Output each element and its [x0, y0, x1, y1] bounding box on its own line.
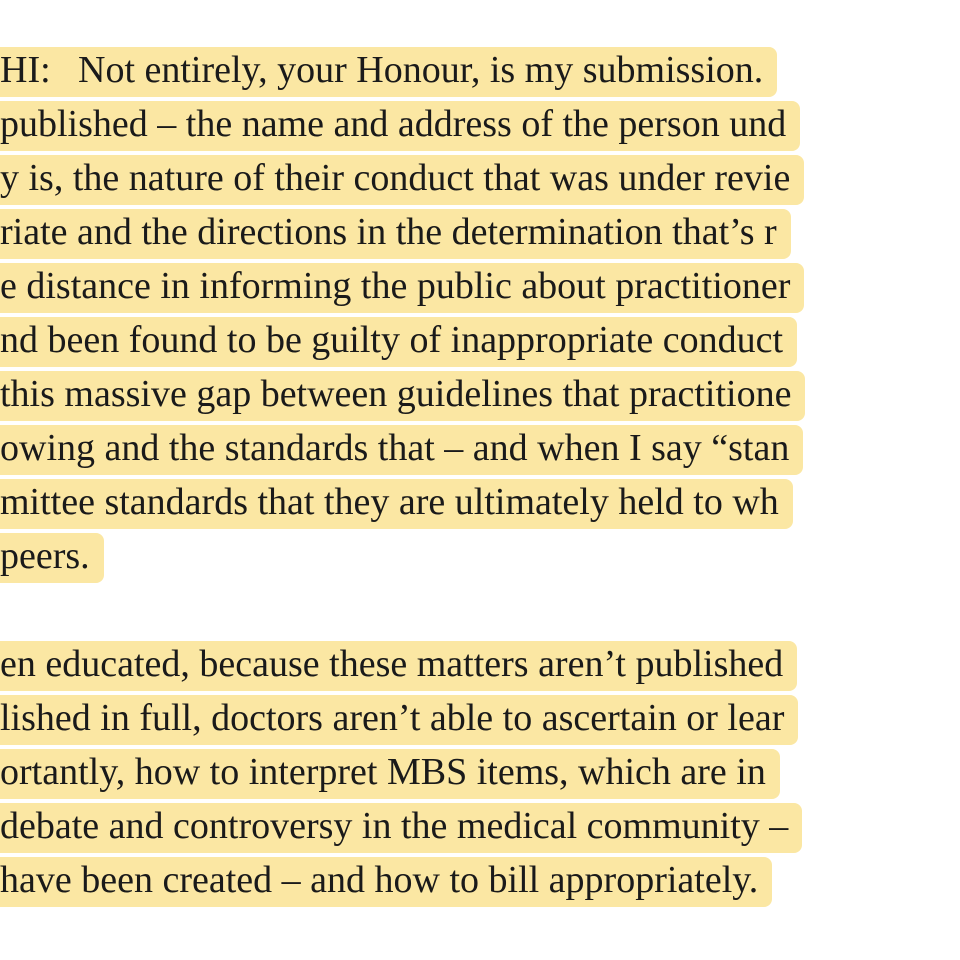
- line-text: Not entirely, your Honour, is my submission.: [78, 49, 764, 91]
- transcript-line: [0, 534, 104, 588]
- line-text: riate and the directions in the determination that’s r: [0, 209, 791, 259]
- transcript-line: [0, 750, 780, 804]
- transcript-line: [0, 102, 800, 156]
- transcript-line: [0, 804, 802, 858]
- line-text: have been created – and how to bill appropriately.: [0, 857, 772, 907]
- line-text: en educated, because these matters aren’t published: [0, 641, 797, 691]
- line-text: e distance in informing the public about practitioner: [0, 263, 804, 313]
- line-text: mittee standards that they are ultimately held to wh: [0, 479, 793, 529]
- line-text: y is, the nature of their conduct that was under revie: [0, 155, 804, 205]
- transcript-line: [0, 318, 797, 372]
- transcript-line: [0, 372, 805, 426]
- line-text: lished in full, doctors aren’t able to ascertain or lear: [0, 695, 798, 745]
- transcript-line: [0, 210, 791, 264]
- line-text: nd been found to be guilty of inappropriate conduct: [0, 317, 797, 367]
- transcript-line: [0, 156, 804, 210]
- line-text: published – the name and address of the person und: [0, 101, 800, 151]
- line-text: ortantly, how to interpret MBS items, which are in: [0, 749, 780, 799]
- transcript-line: [0, 264, 804, 318]
- transcript-line: [0, 480, 793, 534]
- transcript-line: [0, 642, 797, 696]
- transcript-line: [0, 858, 772, 912]
- transcript-line: [0, 696, 798, 750]
- speaker-label: HI:: [0, 49, 51, 91]
- line-text: debate and controversy in the medical community –: [0, 803, 802, 853]
- transcript-line: [0, 48, 777, 102]
- line-text: this massive gap between guidelines that practitione: [0, 371, 805, 421]
- line-text: owing and the standards that – and when I say “stan: [0, 425, 803, 475]
- transcript-line: [0, 426, 803, 480]
- line-text: peers.: [0, 533, 104, 583]
